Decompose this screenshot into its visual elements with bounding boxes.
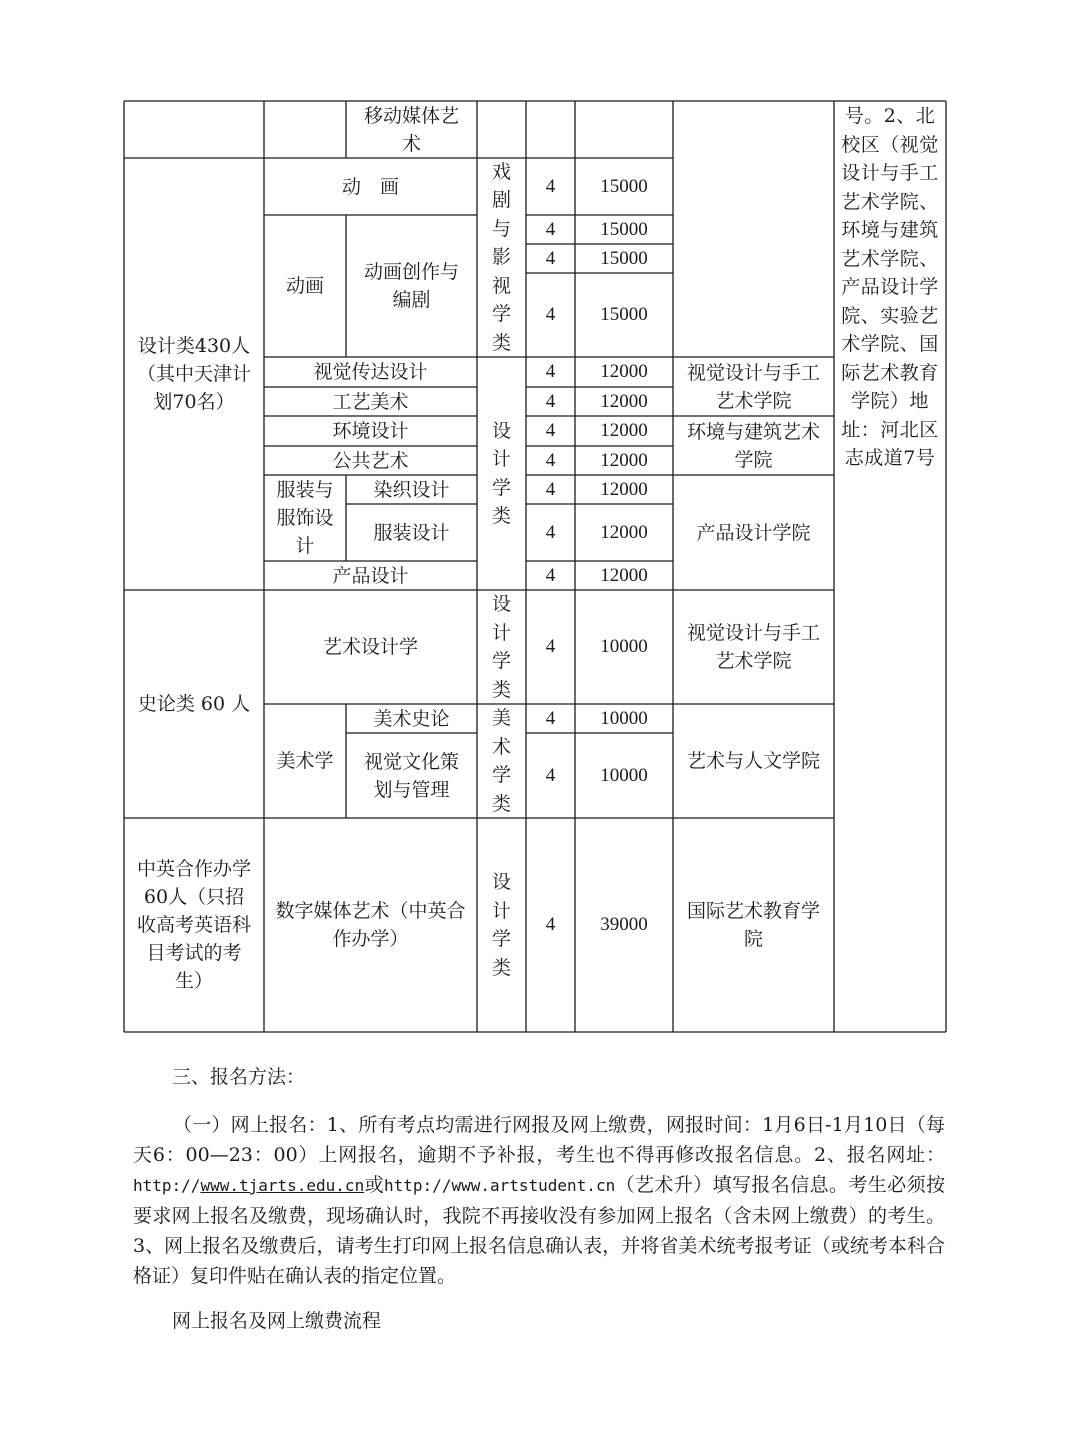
fee: 39000 (600, 914, 648, 935)
class-drama-film-char: 学 (491, 303, 511, 326)
group-fine-arts: 美术学 (276, 750, 334, 772)
class-fine-arts-char: 术 (491, 735, 511, 758)
class-drama-film-char: 类 (491, 331, 511, 354)
class-fine-arts-char: 类 (491, 792, 511, 815)
major-public-art: 公共艺术 (332, 449, 409, 472)
class-design-theory (477, 590, 526, 704)
years: 4 (545, 636, 556, 657)
major-environment: 环境设计 (332, 420, 409, 442)
category-theory: 史论类 60 人 (137, 693, 251, 715)
class-design-sino-uk-char: 设 (491, 871, 511, 893)
major-mobile-media: 移动媒体艺术 (363, 104, 459, 155)
class-design-sino-uk-char: 计 (491, 899, 511, 922)
flow-title: 网上报名及网上缴费流程 (172, 1310, 382, 1332)
years: 4 (545, 247, 556, 269)
years: 4 (545, 521, 556, 543)
url1-prefix: http:// (133, 1176, 201, 1195)
major-textile: 染织设计 (373, 478, 450, 501)
group-animation: 动画 (285, 275, 324, 297)
fee: 12000 (600, 449, 648, 471)
tjarts-link[interactable]: www.tjarts.edu.cn (200, 1176, 365, 1195)
years: 4 (545, 390, 556, 412)
fee: 12000 (600, 361, 648, 382)
fee: 15000 (600, 247, 648, 269)
class-design (477, 357, 526, 590)
class-design-theory-char: 计 (491, 621, 511, 644)
major-visual-culture: 视觉文化策划与管理 (363, 750, 459, 801)
major-product: 产品设计 (332, 564, 409, 587)
college-visual-theory: 视觉设计与手工艺术学院 (686, 622, 820, 672)
category-design: 设计类430人 （其中天津计划70名） (136, 335, 251, 413)
years: 4 (545, 478, 556, 500)
fee: 15000 (600, 304, 648, 325)
major-art-history: 美术史论 (373, 707, 450, 730)
years: 4 (545, 361, 556, 382)
artstudent-url[interactable]: http://www.artstudent.cn (384, 1176, 616, 1195)
class-design-char: 类 (491, 505, 511, 527)
class-fine-arts-char: 学 (491, 764, 511, 786)
college-international: 国际艺术教育学院 (686, 900, 820, 950)
class-design-sino-uk-char: 类 (491, 956, 511, 979)
class-drama-film-char: 影 (491, 246, 511, 269)
class-fine-arts-char: 美 (491, 707, 511, 729)
class-drama-film-char: 视 (491, 274, 511, 297)
class-drama-film (477, 158, 526, 357)
class-fine-arts (477, 704, 526, 818)
class-design-theory-char: 类 (491, 678, 511, 701)
class-drama-film-char: 戏 (491, 160, 511, 183)
years: 4 (545, 449, 556, 471)
major-art-design: 艺术设计学 (322, 636, 418, 658)
fee: 12000 (600, 521, 648, 543)
fee: 12000 (600, 390, 648, 412)
major-animation: 动 画 (341, 175, 399, 198)
college-visual: 视觉设计与手工艺术学院 (686, 361, 820, 412)
fee: 12000 (600, 564, 648, 586)
college-environment: 环境与建筑艺术学院 (686, 420, 820, 471)
college-product: 产品设计学院 (696, 521, 811, 544)
years: 4 (545, 175, 556, 197)
fee: 15000 (600, 175, 648, 197)
fee: 15000 (600, 218, 648, 240)
fee: 10000 (600, 636, 648, 657)
section-heading: 三、报名方法： (172, 1066, 306, 1088)
class-design-theory-char: 设 (491, 593, 511, 615)
major-fashion: 服装设计 (373, 521, 450, 544)
class-design-char: 设 (491, 419, 511, 442)
years: 4 (545, 304, 556, 325)
fee: 12000 (600, 478, 648, 500)
years: 4 (545, 707, 556, 729)
years: 4 (545, 218, 556, 240)
para-text-2: （艺术升）填写报名信息。考生必须按要求网上报名及缴费，现场确认时，我院不再接收没有参加网上报名（含未网上缴费）的考生。3、网上报名及缴费后，请考生打印网上报名信息确认表，并将省美术统考报考证（或统考本科合格证）复印件贴在确认表的指定位置。 (133, 1174, 945, 1287)
years: 4 (545, 914, 556, 935)
class-design-sino-uk (477, 818, 526, 1032)
years: 4 (545, 564, 556, 586)
registration-paragraph (133, 1110, 945, 1291)
major-visual-comm: 视觉传达设计 (313, 361, 428, 383)
address-note: 号。2、北校区（视觉设计与手工艺术学院、环境与建筑艺术学院、产品设计学院、实验艺术学院、国际艺术教育学院）地址：河北区志成道7号 (841, 105, 939, 469)
group-fashion: 服装与服饰设计 (276, 479, 334, 557)
or-text: 或 (364, 1174, 385, 1196)
major-digital-media: 数字媒体艺术（中英合作办学） (275, 900, 466, 950)
para-text-1: （一）网上报名：1、所有考点均需进行网报及网上缴费，网报时间：1月6日-1月10日（每天6：00—23：00）上网报名，逾期不予补报，考生也不得再修改报名信息。2、报名网址： (133, 1114, 945, 1166)
major-animation-creation: 动画创作与编剧 (363, 261, 459, 311)
class-design-char: 计 (491, 448, 511, 470)
category-sino-uk: 中英合作办学 60人（只招收高考英语科目考试的考生） (136, 858, 271, 992)
major-craft: 工艺美术 (332, 390, 409, 413)
fee: 10000 (600, 764, 648, 786)
class-drama-film-char: 与 (491, 217, 511, 240)
class-drama-film-char: 剧 (491, 189, 511, 212)
college-humanities: 艺术与人文学院 (686, 750, 820, 772)
years: 4 (545, 764, 556, 786)
years: 4 (545, 420, 556, 441)
fee: 12000 (600, 420, 648, 441)
class-design-sino-uk-char: 学 (491, 928, 511, 950)
class-design-theory-char: 学 (491, 650, 511, 672)
class-design-char: 学 (491, 476, 511, 499)
fee: 10000 (600, 707, 648, 729)
